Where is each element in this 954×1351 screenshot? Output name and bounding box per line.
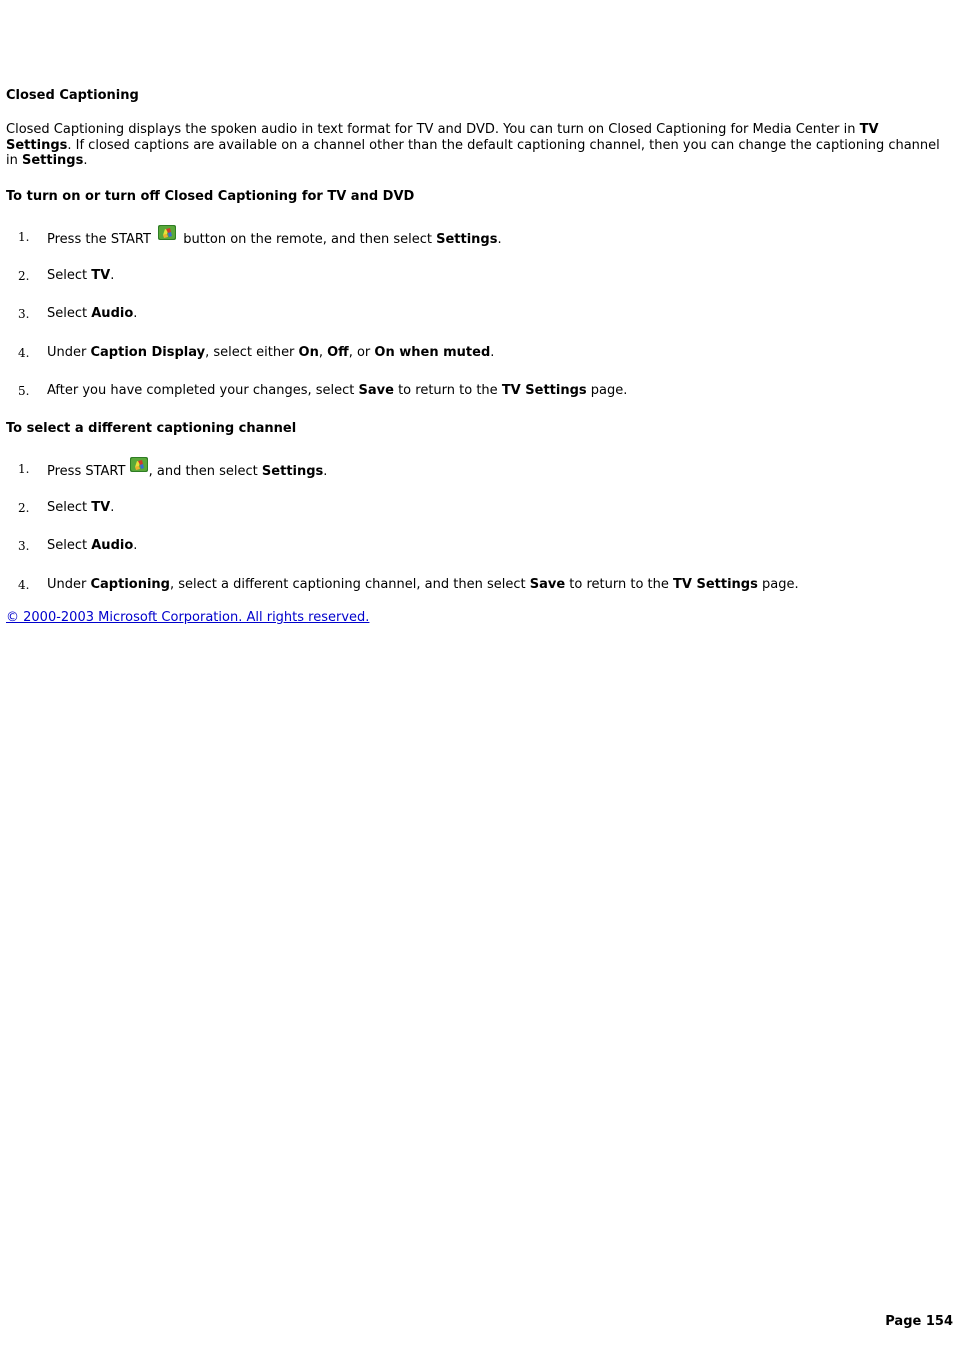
step-number: 3. (18, 307, 30, 321)
section1-step-2 (6, 267, 946, 287)
copyright-link[interactable]: © 2000-2003 Microsoft Corporation. All rights reserved. (6, 610, 370, 625)
step-text: After you have completed your changes, select Save to return to the TV Settings page. (47, 383, 628, 398)
intro-bold-tv-settings: TV Settings (6, 122, 879, 153)
step-text: Select Audio. (47, 538, 138, 553)
step-number: 2. (18, 269, 30, 283)
start-button-icon (158, 225, 176, 240)
step-number: 2. (18, 501, 30, 515)
step-text: Press the START button on the remote, and then select Settings. (47, 229, 502, 248)
step-text: Select Audio. (47, 306, 138, 321)
step-text: Select TV. (47, 268, 115, 283)
step-number: 4. (18, 578, 30, 592)
section1-step-4 (6, 344, 946, 364)
step-text: Under Caption Display, select either On, Off, or On when muted. (47, 345, 495, 360)
step-number: 3. (18, 539, 30, 553)
step-number: 1. (18, 462, 30, 476)
step-text: Under Captioning, select a different captioning channel, and then select Save to return to the TV Settings page. (47, 577, 799, 592)
intro-paragraph (6, 122, 940, 169)
intro-text-3: . (83, 153, 88, 168)
step-number: 5. (18, 384, 30, 398)
step-text: Select TV. (47, 500, 115, 515)
intro-bold-settings: Settings (21, 153, 84, 168)
page-title: Closed Captioning (6, 88, 139, 103)
section2-step-4 (6, 576, 946, 596)
page-number: Page 154 (885, 1314, 953, 1329)
section1-step-5 (6, 382, 946, 402)
section2-step-1 (6, 460, 946, 480)
start-button-icon (130, 457, 148, 472)
step-text: Press START , and then select Settings. (47, 461, 327, 480)
intro-text-2: . If closed captions are available on a channel other than the default captioning channel, then you can change the captioning channel in (6, 137, 940, 168)
intro-text-1: Closed Captioning displays the spoken audio in text format for TV and DVD. You can turn on Closed Captioning for Media Center in (6, 122, 860, 137)
section2-step-2 (6, 499, 946, 519)
section1-heading: To turn on or turn off Closed Captioning for TV and DVD (6, 189, 415, 204)
section1-step-1 (6, 228, 946, 248)
step-number: 1. (18, 230, 30, 244)
section1-step-3 (6, 305, 946, 325)
step-number: 4. (18, 346, 30, 360)
section2-step-3 (6, 537, 946, 557)
section2-heading: To select a different captioning channel (6, 421, 297, 436)
